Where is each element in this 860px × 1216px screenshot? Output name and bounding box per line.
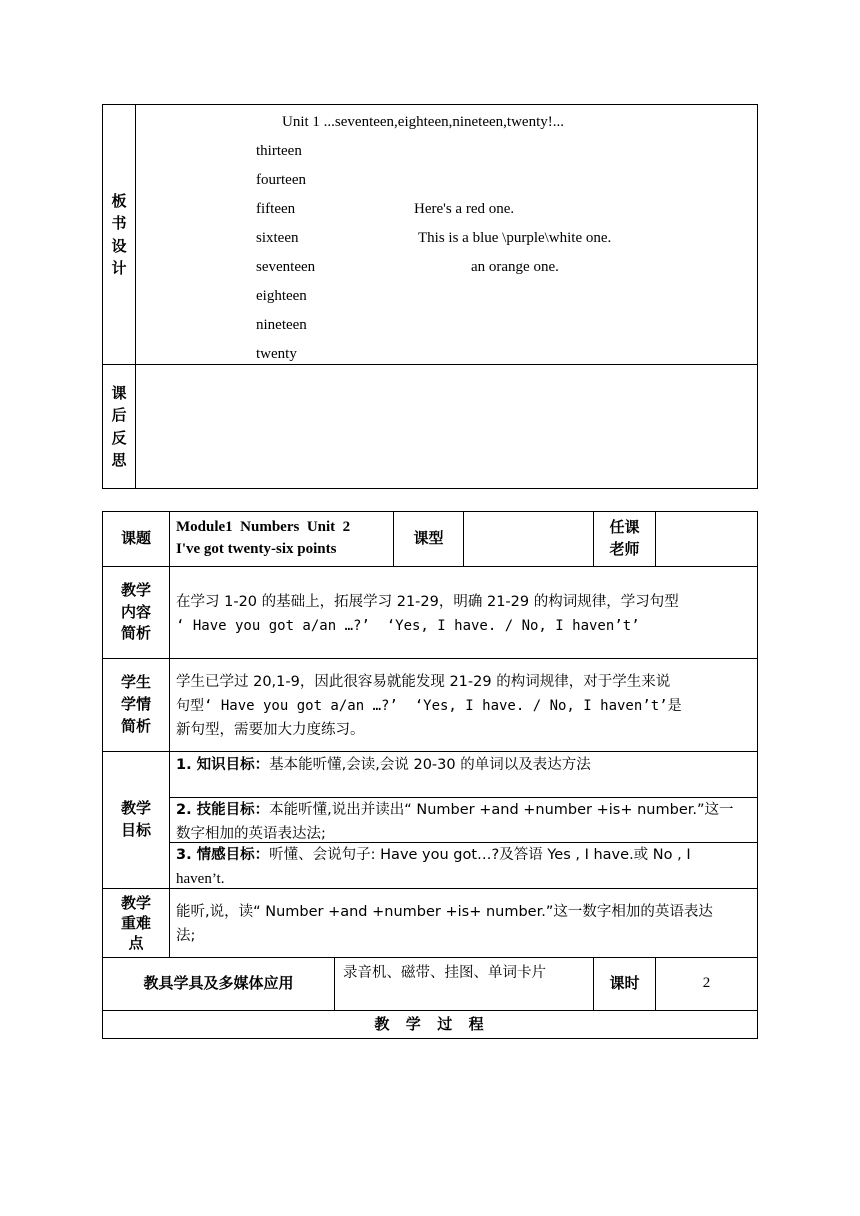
- board-sentence: Here's a red one.: [414, 201, 515, 217]
- row-divider: [102, 658, 758, 659]
- students-label: [103, 659, 169, 751]
- content-label: [103, 567, 169, 658]
- goals-label-text: 教学目标: [120, 799, 151, 839]
- key-label-text: 教学重难点: [120, 893, 151, 953]
- goal-text: 数字相加的英语表达法;: [176, 826, 326, 842]
- topic-value: [176, 516, 388, 560]
- students-line: 句型‘ Have you got a/an …?’ ‘Yes, I have. / No, I haven’t’是: [176, 698, 682, 714]
- process-label: [103, 1011, 757, 1039]
- goal-knowledge: [176, 753, 752, 777]
- goal-text: haven’t.: [176, 871, 225, 887]
- board-sentence: This is a blue \purple\white one.: [418, 230, 612, 246]
- goal-text: 基本能听懂,会读,会说 20-30 的单词以及表达方法: [269, 757, 591, 773]
- board-label: [103, 105, 135, 364]
- content-line: 在学习 1-20 的基础上，拓展学习 21-29，明确 21-29 的构词规律，学习句型: [176, 594, 679, 610]
- board-sentence: an orange one.: [471, 259, 559, 275]
- students-line: 新句型，需要加大力度练习。: [176, 722, 365, 738]
- content-line: ‘ Have you got a/an …?’ ‘Yes, I have. / No, I haven’t’: [176, 618, 640, 634]
- key-value: [176, 900, 752, 948]
- tools-value: 录音机、磁带、挂图、单词卡片: [343, 965, 546, 981]
- goal-skill: [176, 798, 752, 846]
- board-word: eighteen: [256, 288, 307, 304]
- students-line: 学生已学过 20,1-9，因此很容易就能发现 21-29 的构词规律，对于学生来说: [176, 674, 671, 690]
- topic-label: 课题: [120, 529, 151, 548]
- content-value: [176, 590, 752, 638]
- reflection-label-text: 课后反思: [111, 383, 127, 469]
- board-label-text: 板书设计: [111, 191, 127, 277]
- col-divider: [463, 511, 464, 566]
- topic-line: Module1 Numbers Unit 2: [176, 519, 351, 535]
- key-line: 能听,说，读“ Number +and +number +is+ number.”这一数字相加的英语表达: [176, 904, 713, 920]
- teacher-label: [594, 512, 655, 566]
- board-word: twenty: [256, 346, 297, 362]
- row-divider: [102, 751, 758, 752]
- key-label: [103, 889, 169, 957]
- topic-line: I've got twenty-six points: [176, 541, 337, 557]
- hours-value: 2: [702, 975, 711, 992]
- board-word: seventeen: [256, 259, 316, 275]
- board-table: [102, 104, 758, 489]
- goal-text: 本能听懂,说出并读出“ Number +and +number +is+ number.”这一: [269, 802, 734, 818]
- goal-title: 3. 情感目标：: [176, 847, 270, 863]
- content-label-text: 教学内容简析: [120, 580, 151, 643]
- hours-label: 课时: [609, 974, 640, 993]
- board-row-divider: [102, 364, 758, 365]
- col-divider: [655, 511, 656, 566]
- board-title: Unit 1 ...seventeen,eighteen,nineteen,twenty!...: [282, 114, 564, 130]
- col-divider: [169, 511, 170, 957]
- teacher-label-text: 任课老师: [609, 518, 640, 558]
- board-word: sixteen: [256, 230, 299, 246]
- row-divider: [102, 566, 758, 567]
- students-label-text: 学生学情简析: [120, 673, 151, 735]
- col-divider: [334, 957, 335, 1010]
- goal-emotion: [176, 843, 752, 891]
- board-word: nineteen: [256, 317, 307, 333]
- reflection-label: [103, 365, 135, 488]
- key-line: 法;: [176, 928, 196, 944]
- goal-title: 1. 知识目标：: [176, 757, 270, 773]
- board-word: fourteen: [256, 172, 306, 188]
- type-label: 课型: [413, 529, 444, 548]
- board-word: thirteen: [256, 143, 302, 159]
- students-value: [176, 670, 752, 742]
- board-word: fifteen: [256, 201, 296, 217]
- tools-label: 教具学具及多媒体应用: [143, 974, 294, 993]
- board-divider: [135, 104, 136, 489]
- goal-text: 听懂、会说句子: Have you got…?及答语 Yes , I have.或 No , I: [269, 847, 691, 863]
- process-label-text: 教 学 过 程: [374, 1015, 486, 1034]
- goal-title: 2. 技能目标：: [176, 802, 270, 818]
- goals-label: [103, 752, 169, 888]
